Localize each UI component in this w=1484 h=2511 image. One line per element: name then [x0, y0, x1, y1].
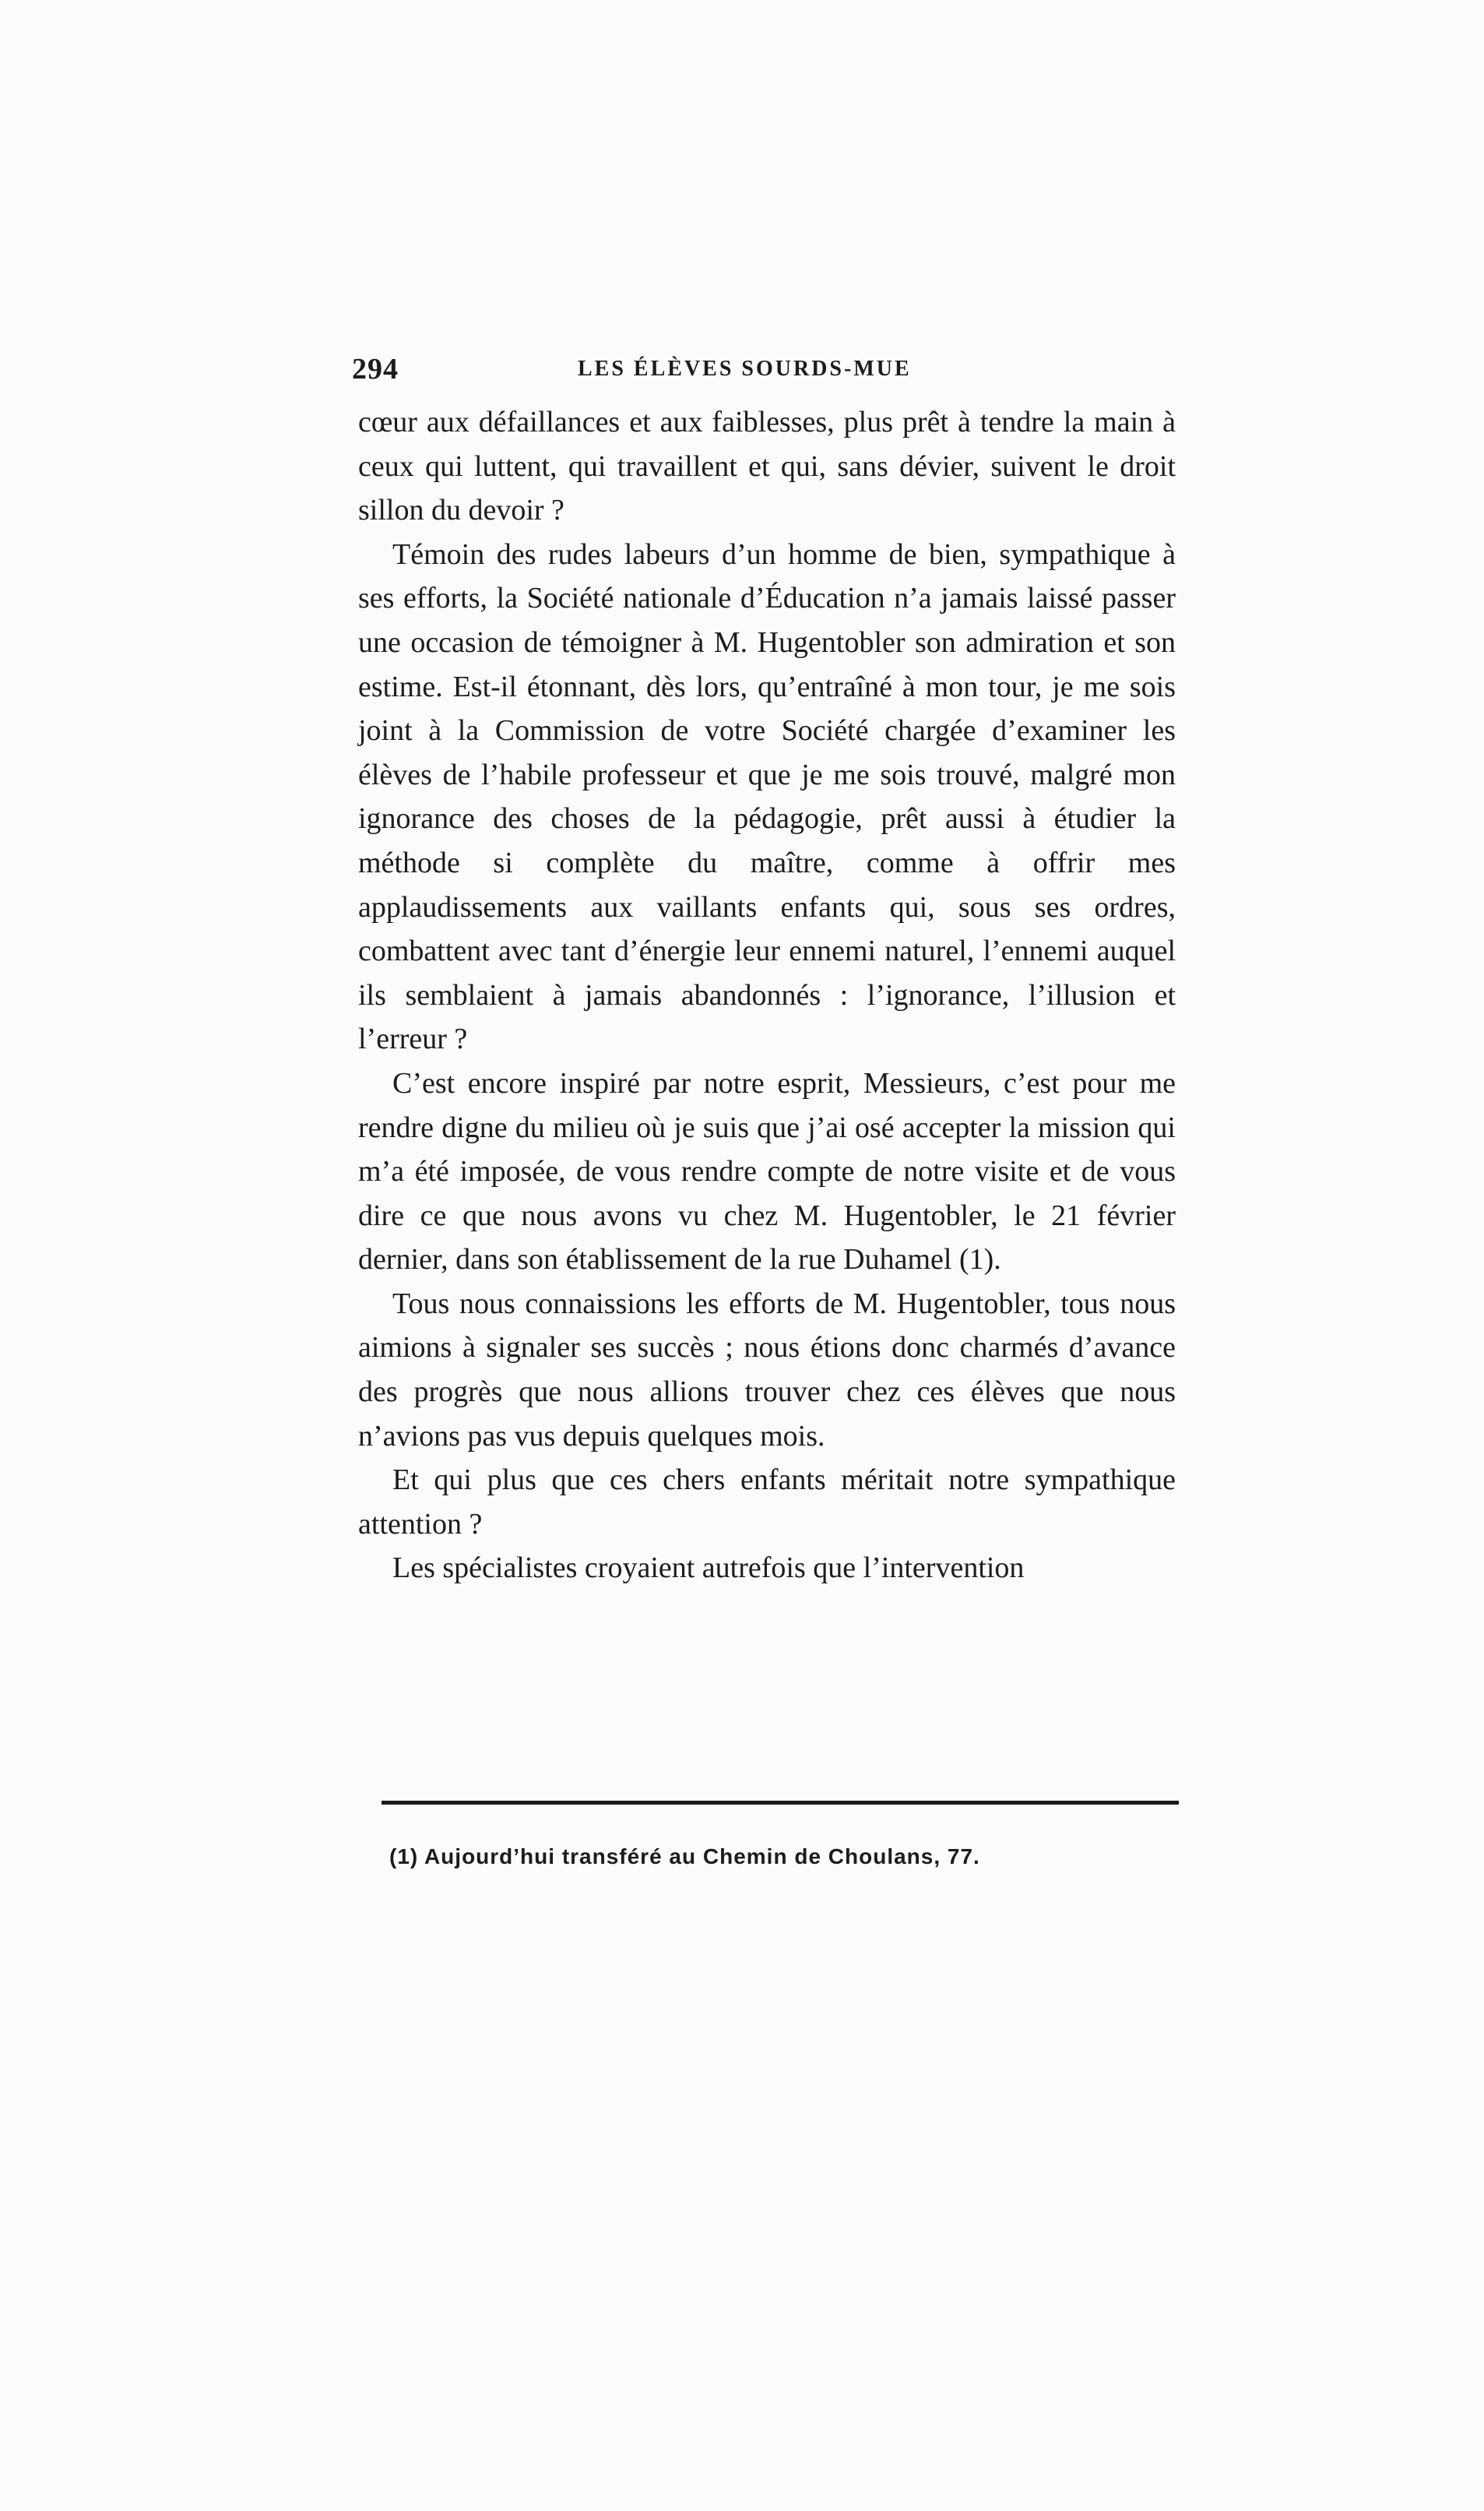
- paragraph-1: cœur aux défaillances et aux faiblesses, plus prêt à tendre la main à ceux qui luttent, qui travaillent et qui, sans dévier, suivent le droit sillon du devoir ?: [358, 406, 1176, 527]
- paragraph-3: C’est encore inspiré par notre esprit, Messieurs, c’est pour me rendre digne du milieu où je suis que j’ai osé accepter la mission qui m’a été imposée, de vous rendre compte de notre visite et de vous dire ce que nous avons vu chez M. Hugentobler, le 21 février dernier, dans son établissement de la rue Duhamel (1).: [358, 1066, 1176, 1277]
- body-text: [358, 400, 1176, 1590]
- paragraph-4: Tous nous connaissions les efforts de M. Hugentobler, tous nous aimions à signaler ses succès ; nous étions donc charmés d’avance des progrès que nous allions trouver chez ces élèves que nous n’avions pas vus depuis quelques mois.: [358, 1287, 1176, 1453]
- footnote: (1) Aujourd’hui transféré au Chemin de Choulans, 77.: [389, 1844, 980, 1868]
- paragraph-6: Les spécialistes croyaient autrefois que l’intervention: [392, 1551, 1025, 1585]
- paragraph-2: Témoin des rudes labeurs d’un homme de bien, sympathique à ses efforts, la Société nationale d’Éducation n’a jamais laissé passer une occasion de témoigner à M. Hugentobler son admiration et son estime. Est-il étonnant, dès lors, qu’entraîné à mon tour, je me sois joint à la Commission de votre Société chargée d’examiner les élèves de l’habile professeur et que je me sois trouvé, malgré mon ignorance des choses de la pédagogie, prêt aussi à étudier la méthode si complète du maître, comme à offrir mes applaudissements aux vaillants enfants qui, sous ses ordres, combattent avec tant d’énergie leur ennemi naturel, l’ennemi auquel ils semblaient à jamais abandonnés : l’ignorance, l’illusion et l’erreur ?: [358, 537, 1176, 1056]
- footnote-rule: [382, 1801, 1179, 1805]
- running-head: LES ÉLÈVES SOURDS-MUE: [578, 357, 912, 381]
- page-number: 294: [352, 353, 399, 386]
- paragraph-5: Et qui plus que ces chers enfants méritait notre sympathique attention ?: [358, 1463, 1176, 1541]
- page-header: [352, 352, 1177, 399]
